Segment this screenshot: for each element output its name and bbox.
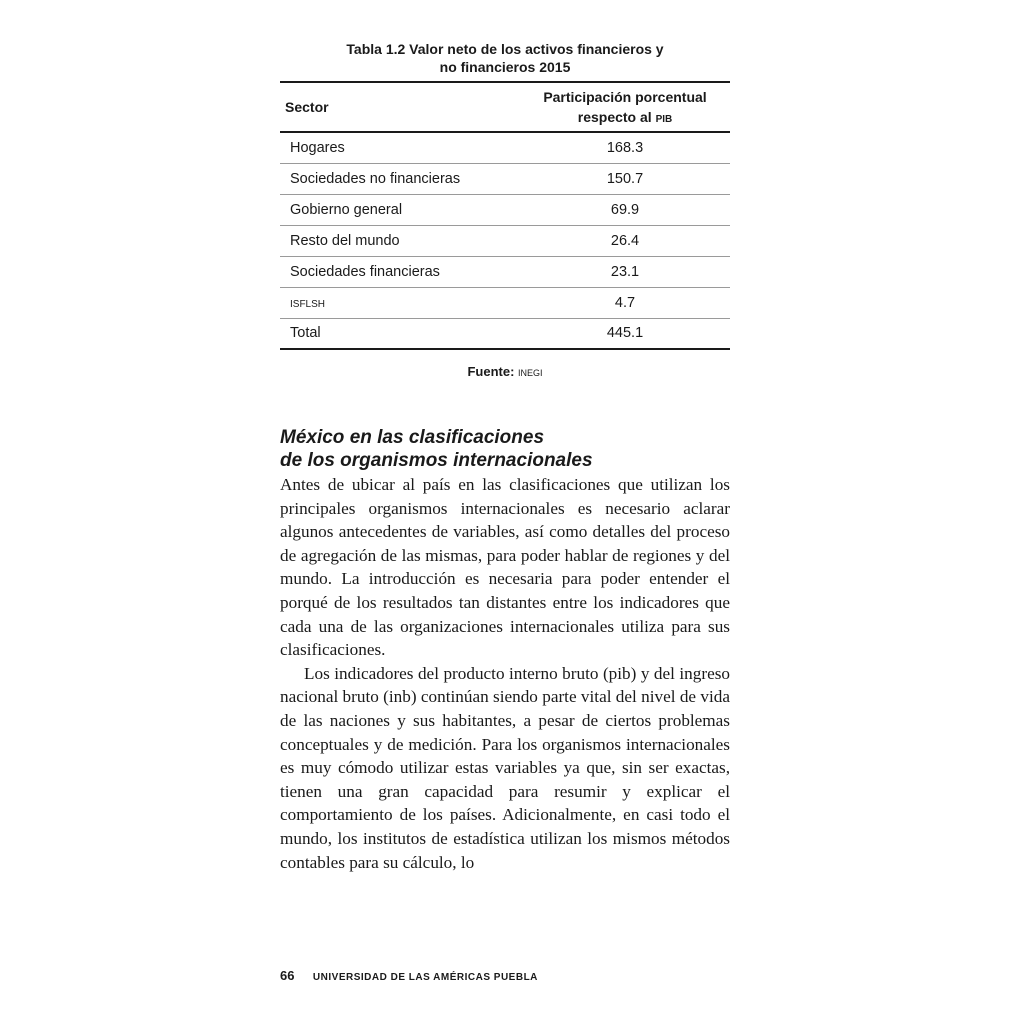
table-row <box>280 256 730 287</box>
row-value: 23.1 <box>610 263 640 280</box>
table-caption-line2: no financieros 2015 <box>439 59 571 75</box>
body-text <box>280 473 730 874</box>
row-sector: Total <box>290 325 321 342</box>
row-value: 4.7 <box>614 294 636 311</box>
table-caption <box>280 40 730 76</box>
table-row <box>280 225 730 256</box>
row-sector: Gobierno general <box>290 201 403 218</box>
page-footer <box>280 967 730 985</box>
section-title-line1: México en las clasificaciones <box>280 427 545 448</box>
header-participation-line2 <box>520 107 730 127</box>
table-row <box>280 132 730 163</box>
header-participation-abbr: pib <box>655 109 673 125</box>
row-value: 168.3 <box>606 139 644 156</box>
header-participation-line1: Participación porcentual <box>543 89 707 105</box>
source-label: Fuente: <box>467 364 515 379</box>
source-value: inegi <box>518 364 543 379</box>
paragraph: Antes de ubicar al país en las clasificaciones que utilizan los principales organismos internacionales es necesario aclarar algunos antecedentes de variables, así como detalles del proceso de agregación de las mismas, para poder hablar de regiones y del mundo. La introducción es necesaria para poder entender el porqué de los resultados tan distantes entre los indicadores que cada una de las organizaciones internacionales utiliza para sus clasificaciones. <box>280 475 730 660</box>
row-sector: Resto del mundo <box>290 232 400 249</box>
page-number: 66 <box>280 968 295 983</box>
header-participation-prefix: respecto al <box>577 109 656 125</box>
row-sector: Hogares <box>290 139 345 156</box>
row-sector: Sociedades no financieras <box>290 170 461 187</box>
running-footer: UNIVERSIDAD DE LAS AMÉRICAS PUEBLA <box>312 972 538 983</box>
section-title-line2: de los organismos internacionales <box>280 450 593 471</box>
header-participation <box>520 82 730 132</box>
row-sector: isflsh <box>290 294 326 311</box>
table-row-total <box>280 318 730 349</box>
row-value: 445.1 <box>606 325 644 342</box>
table-caption-line1: Tabla 1.2 Valor neto de los activos financieros y <box>346 41 664 57</box>
table-row <box>280 163 730 194</box>
row-value: 69.9 <box>610 201 640 218</box>
data-table <box>280 81 730 350</box>
row-value: 26.4 <box>610 232 640 249</box>
table-header-row <box>280 82 730 132</box>
header-sector: Sector <box>285 99 329 115</box>
row-value: 150.7 <box>606 170 644 187</box>
table-source <box>280 364 730 379</box>
table-row <box>280 194 730 225</box>
section-title <box>280 426 730 472</box>
row-sector: Sociedades financieras <box>290 263 440 280</box>
table-row <box>280 287 730 318</box>
paragraph: Los indicadores del producto interno bruto (pib) y del ingreso nacional bruto (inb) continúan siendo parte vital del nivel de vida de las naciones y sus habitantes, a pesar de ciertos problemas conceptuales y de medición. Para los organismos internacionales es muy cómodo utilizar estas variables ya que, sin ser exactas, tienen una gran capacidad para resumir y explicar el comportamiento de los países. Adicionalmente, en casi todo el mundo, los institutos de estadística utilizan los mismos métodos contables para su cálculo, lo <box>280 663 730 872</box>
